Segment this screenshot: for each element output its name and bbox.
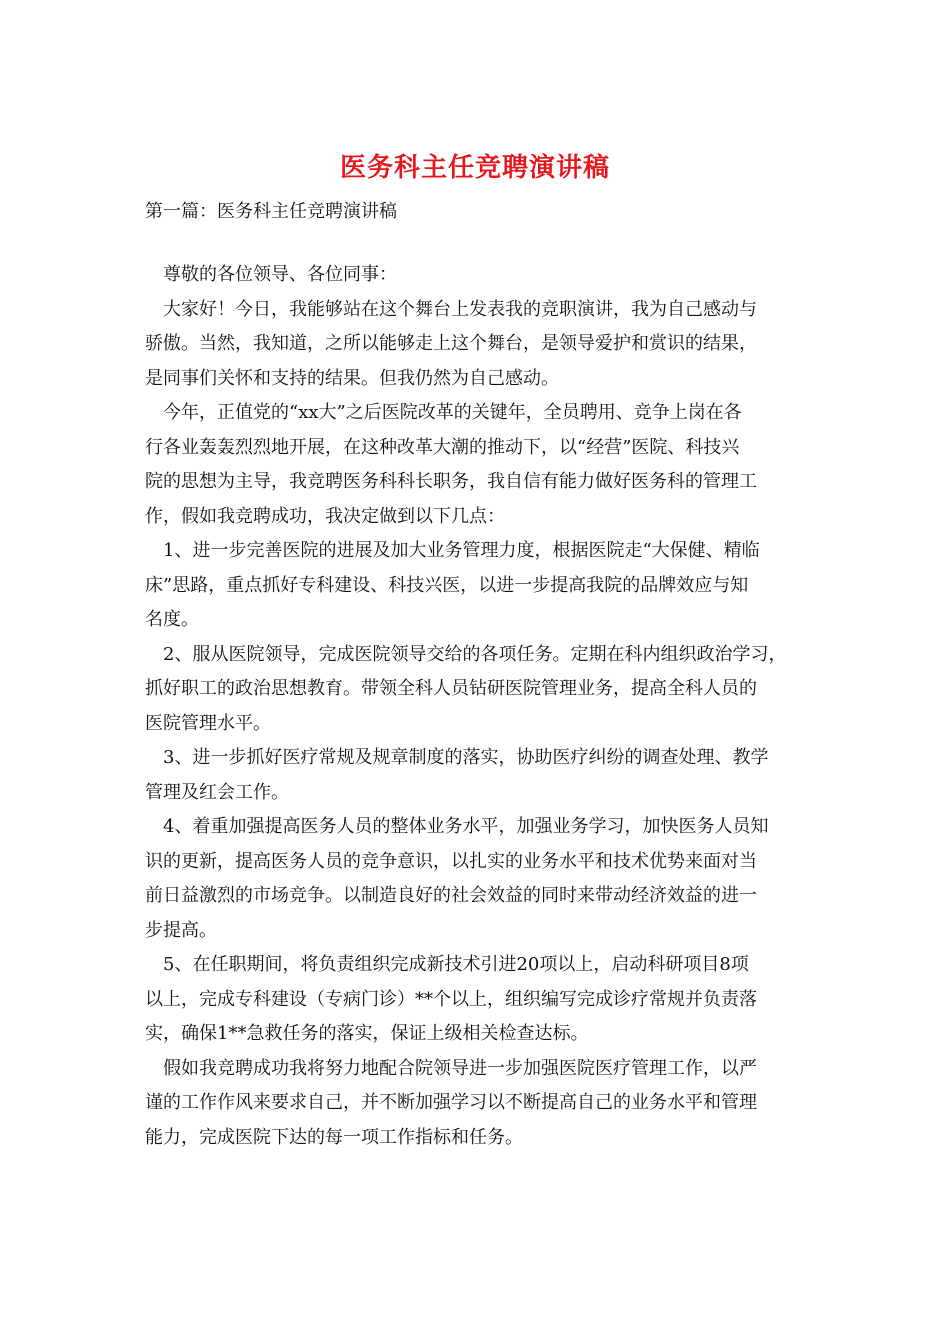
paragraph-line: 抓好职工的政治思想教育。带领全科人员钻研医院管理业务，提高全科人员的 (145, 678, 757, 699)
paragraph-line: 谨的工作作风来要求自己，并不断加强学习以不断提高自己的业务水平和管理 (145, 1092, 757, 1113)
paragraph-line: 骄傲。当然，我知道，之所以能够走上这个舞台，是领导爱护和赏识的结果， (145, 333, 757, 354)
paragraph-line: 识的更新，提高医务人员的竞争意识，以扎实的业务水平和技术优势来面对当 (145, 850, 757, 872)
paragraph-greeting (145, 258, 813, 293)
document-title: 医务科主任竞聘演讲稿 (339, 153, 610, 183)
paragraph-line: 是同事们关怀和支持的结果。但我仍然为自己感动。 (145, 367, 559, 389)
paragraph-line: 院的思想为主导，我竞聘医务科科长职务，我自信有能力做好医务科的管理工 (145, 471, 757, 492)
paragraph-line: 5、在任职期间，将负责组织完成新技术引进20项以上，启动科研项目8项 (163, 954, 749, 975)
paragraph-point-4 (145, 810, 813, 948)
paragraph-line: 能力，完成医院下达的每一项工作指标和任务。 (145, 1126, 523, 1148)
paragraph-line: 行各业轰轰烈烈地开展，在这种改革大潮的推动下，以“经营”医院、科技兴 (145, 436, 740, 458)
paragraph-background (145, 396, 813, 534)
paragraph-line: 作，假如我竞聘成功，我决定做到以下几点： (145, 505, 505, 527)
paragraph-line: 尊敬的各位领导、各位同事： (163, 264, 397, 285)
paragraph-point-3 (145, 741, 813, 810)
paragraph-line: 假如我竞聘成功我将努力地配合院领导进一步加强医院医疗管理工作，以严 (163, 1057, 757, 1079)
paragraph-line: 大家好！今日，我能够站在这个舞台上发表我的竞职演讲，我为自己感动与 (163, 298, 757, 320)
paragraph-line: 以上，完成专科建设（专病门诊）**个以上，组织编写完成诊疗常规并负责落 (145, 988, 757, 1010)
paragraph-line: 医院管理水平。 (145, 712, 271, 734)
paragraph-line: 4、着重加强提高医务人员的整体业务水平，加强业务学习，加快医务人员知 (163, 816, 769, 837)
paragraph-closing (145, 1052, 813, 1156)
paragraph-point-1 (145, 534, 813, 638)
paragraph-point-2 (145, 638, 813, 742)
document-body (145, 258, 813, 1155)
paragraph-line: 管理及红会工作。 (145, 781, 289, 803)
paragraph-line: 今年，正值党的“xx大”之后医院改革的关键年，全员聘用、竞争上岗在各 (163, 402, 742, 423)
paragraph-line: 前日益激烈的市场竞争。以制造良好的社会效益的同时来带动经济效益的进一 (145, 885, 757, 906)
paragraph-line: 名度。 (145, 609, 199, 630)
paragraph-line: 3、进一步抓好医疗常规及规章制度的落实，协助医疗纠纷的调查处理、教学 (163, 747, 769, 768)
paragraph-opening (145, 293, 813, 397)
document-subtitle: 第一篇：医务科主任竞聘演讲稿 (145, 201, 397, 222)
paragraph-line: 实，确保1**急救任务的落实，保证上级相关检查达标。 (145, 1023, 589, 1044)
paragraph-line: 1、进一步完善医院的进展及加大业务管理力度，根据医院走“大保健、精临 (163, 540, 760, 561)
paragraph-line: 步提高。 (145, 919, 217, 941)
paragraph-line: 床”思路，重点抓好专科建设、科技兴医，以进一步提高我院的品牌效应与知 (145, 574, 749, 596)
paragraph-point-5 (145, 948, 813, 1052)
paragraph-line: 2、服从医院领导，完成医院领导交给的各项任务。定期在科内组织政治学习， (163, 643, 787, 665)
